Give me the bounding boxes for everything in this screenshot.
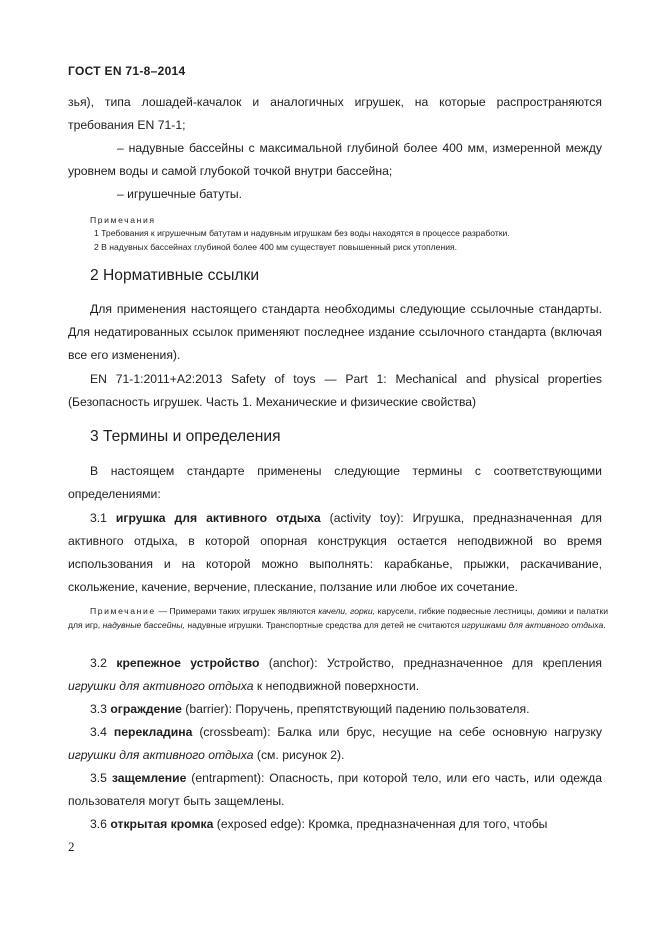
term-italic-reference: игрушки для активного отдыха: [68, 679, 254, 693]
term-number: 3.2: [90, 656, 117, 670]
note-italic-text: качели, горки,: [318, 606, 375, 616]
term-3-5: [68, 767, 602, 813]
term-definition: (activity toy): Игрушка, предназначенная для активного отдыха, в которой опорная конструкция остается неподвижной во время использования и на которой можно выполнять: карабканье, прыжки, раскачивание, скольжение, качение, верчение, плескание, ползание или любое их сочетание.: [68, 511, 602, 594]
term-name: открытая кромка: [110, 817, 214, 831]
note-italic-text: игрушками для активного отдыха: [461, 619, 604, 630]
note-text: — Примерами таких игрушек являются: [155, 606, 319, 616]
document-header-code: ГОСТ EN 71-8–2014: [68, 64, 186, 78]
list-item-trampolines: – игрушечные батуты.: [117, 187, 243, 201]
section-3-intro: В настоящем стандарте применены следующие термины с соответствующими определениями:: [68, 464, 602, 501]
note-3-1: [68, 605, 608, 632]
note-text: надувные игрушки. Транспортные средства для детей не считаются: [184, 619, 462, 630]
term-definition-end: (см. рисунок 2).: [253, 748, 345, 762]
term-definition: (exposed edge): Кромка, предназначенная для того, чтобы: [213, 817, 548, 831]
term-3-4: [68, 721, 602, 767]
term-definition: (crossbeam): Балка или брус, несущие на себе основную нагрузку: [192, 725, 602, 739]
note-label: Примечание: [90, 606, 156, 616]
term-number: 3.6: [90, 817, 111, 831]
note-italic-text: надувные бассейны,: [102, 619, 185, 630]
term-number: 3.1: [90, 511, 116, 525]
term-name: крепежное устройство: [116, 656, 260, 670]
term-definition: (entrapment): Опасность, при которой тело, или его часть, или одежда пользователя могут быть защемлены.: [68, 771, 602, 808]
section-2-reference: EN 71-1:2011+A2:2013 Safety of toys — Part 1: Mechanical and physical properties (Безопасность игрушек. Часть 1. Механические и физические свойства): [68, 372, 602, 409]
term-name: защемление: [111, 771, 187, 785]
term-italic-reference: игрушки для активного отдыха: [68, 748, 254, 762]
term-number: 3.3: [90, 702, 111, 716]
note-text: .: [603, 619, 606, 630]
note-2: 2 В надувных бассейнах глубиной более 400 мм существует повышенный риск утопления.: [94, 242, 458, 252]
intro-continuation: зья), типа лошадей-качалок и аналогичных игрушек, на которые распространяются требования EN 71-1;: [68, 95, 602, 132]
notes-label: Примечания: [90, 215, 156, 225]
term-definition: (anchor): Устройство, предназначенное для крепления: [259, 656, 602, 670]
term-name: ограждение: [110, 702, 182, 716]
term-number: 3.4: [90, 725, 114, 739]
term-3-2: [68, 652, 602, 698]
note-text: карусели, гибкие подвесные лестницы, домики и палатки для игр,: [68, 606, 608, 630]
note-1: 1 Требования к игрушечным батутам и надувным игрушкам без воды находятся в процессе разработки.: [94, 228, 510, 238]
term-definition: (barrier): Поручень, препятствующий падению пользователя.: [181, 702, 530, 716]
section-2-paragraph-1: Для применения настоящего стандарта необходимы следующие ссылочные стандарты. Для недатированных ссылок применяют последнее издание ссылочного стандарта (включая все его изменения).: [68, 302, 602, 362]
term-3-6: [68, 813, 602, 836]
term-3-1: [68, 507, 602, 599]
term-3-3: [68, 698, 602, 721]
term-name: перекладина: [113, 725, 193, 739]
term-name: игрушка для активного отдыха: [115, 511, 321, 525]
page-number: 2: [68, 839, 75, 854]
term-number: 3.5: [90, 771, 112, 785]
section-2-title: 2 Нормативные ссылки: [90, 267, 260, 284]
term-definition-end: к неподвижной поверхности.: [253, 679, 420, 693]
section-3-title: 3 Термины и определения: [90, 428, 281, 445]
list-item-pools: – надувные бассейны с максимальной глубиной более 400 мм, измеренной между уровнем воды и самой глубокой точкой внутри бассейна;: [68, 141, 602, 178]
